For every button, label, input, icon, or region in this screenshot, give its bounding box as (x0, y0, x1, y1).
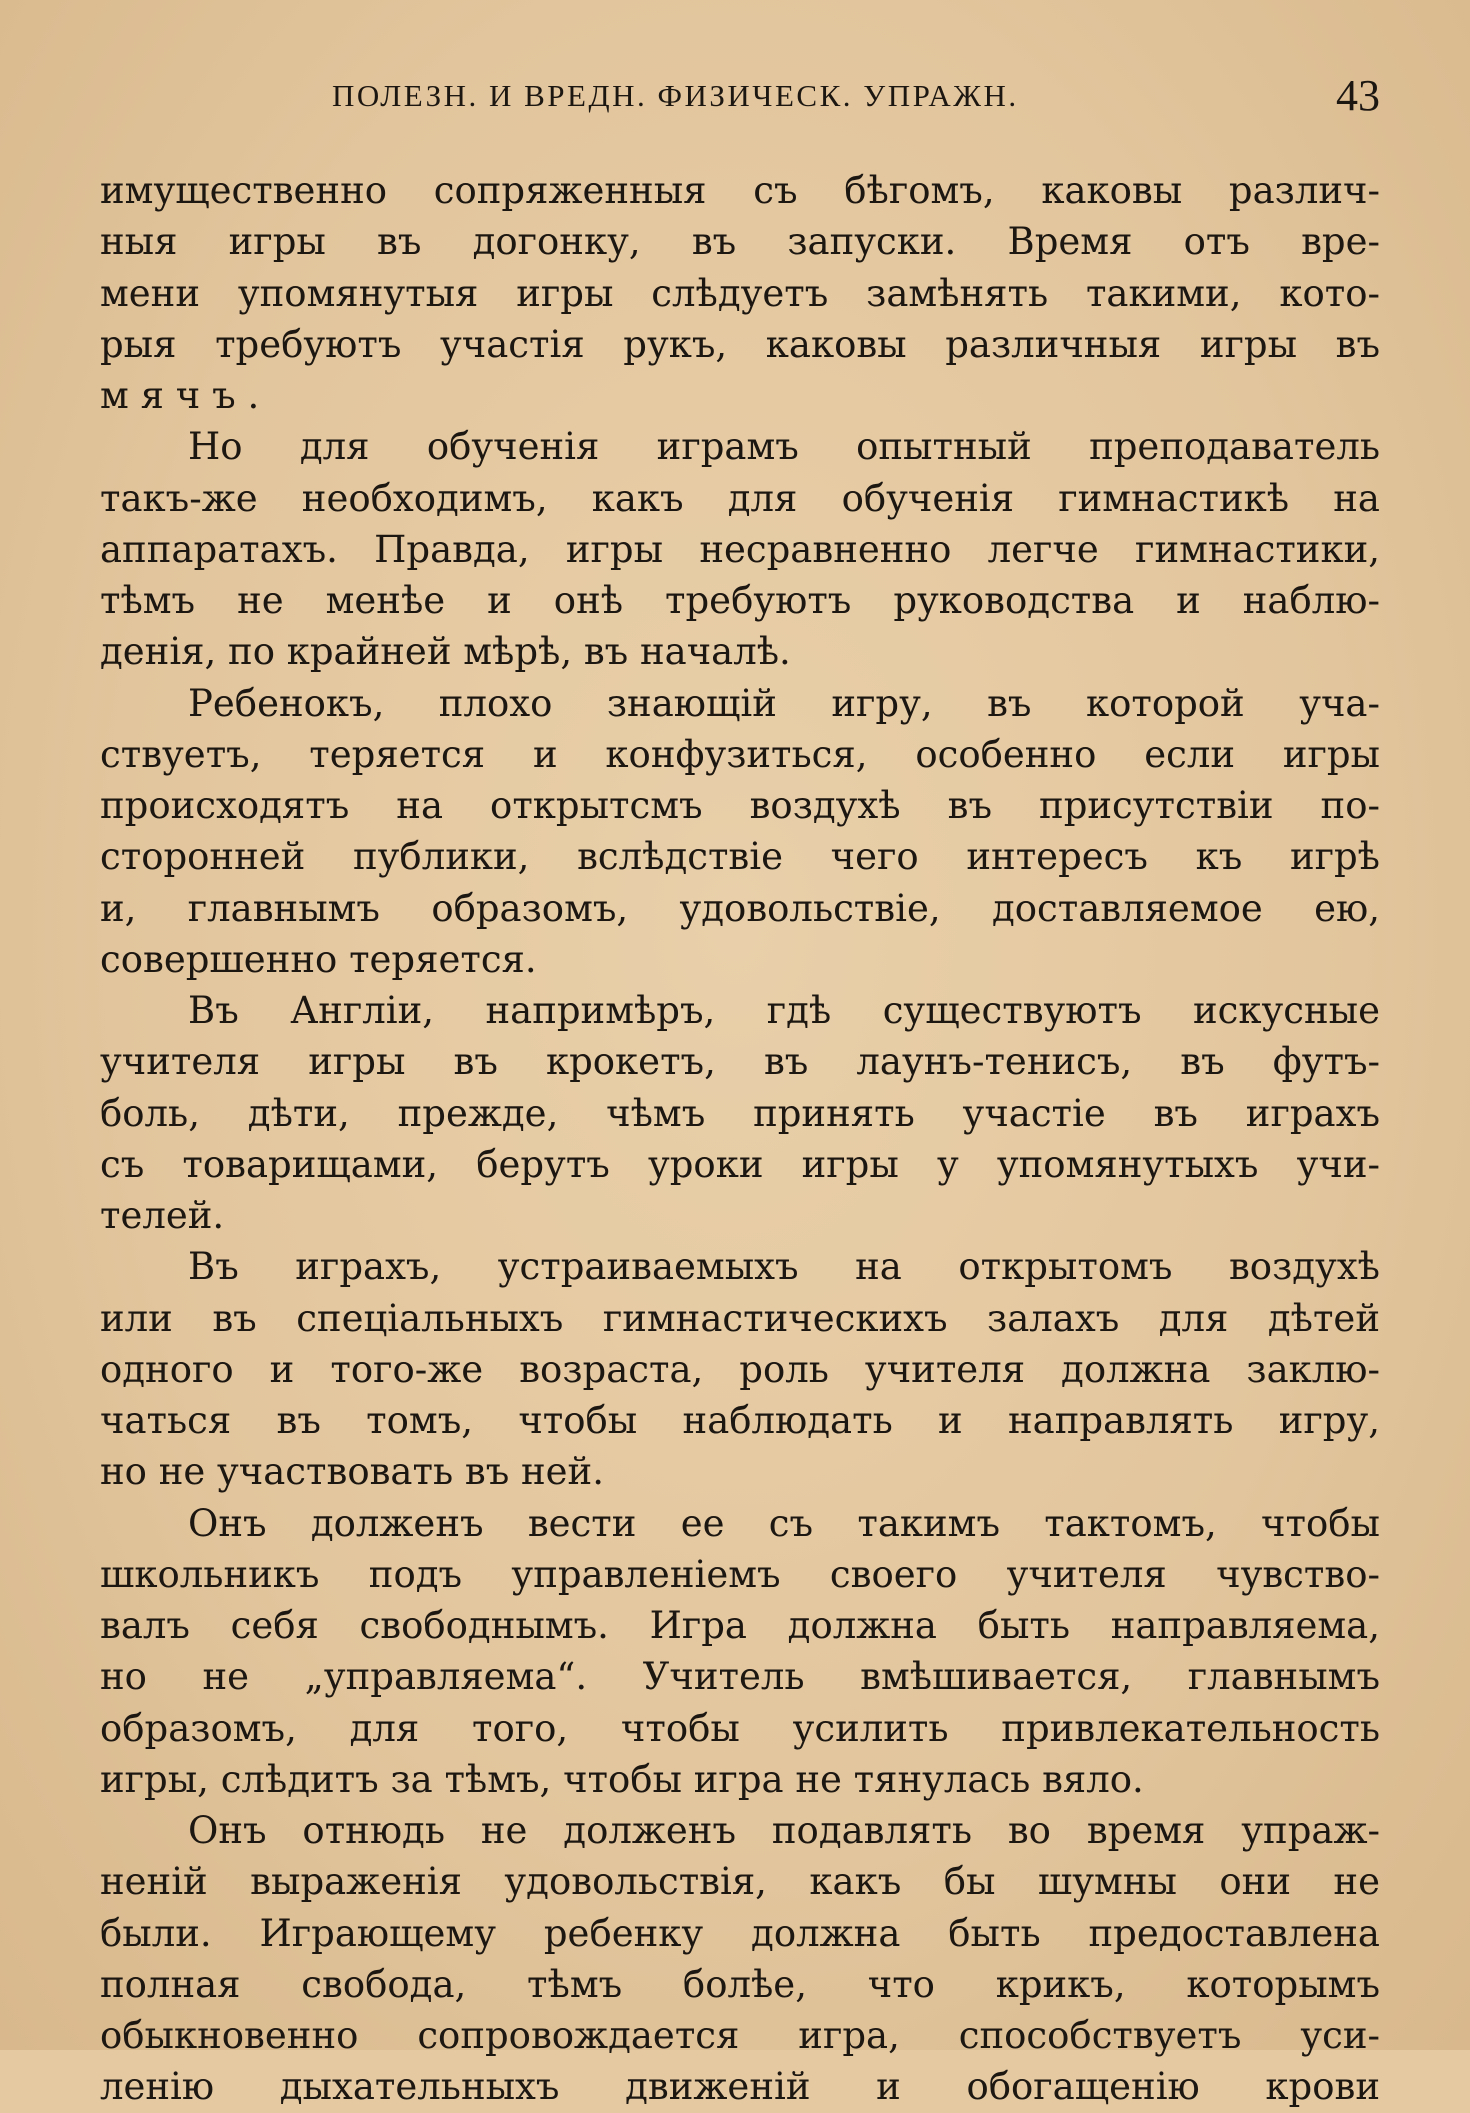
text-line: и, главнымъ образомъ, удовольствіе, доставляемое ею, (100, 886, 1380, 930)
text-line: школьникъ подъ управленіемъ своего учителя чувство- (100, 1552, 1380, 1596)
text-line: Ребенокъ, плохо знающій игру, въ которой уча- (188, 681, 1380, 725)
text-line: рыя требуютъ участія рукъ, каковы различныя игры въ (100, 322, 1380, 366)
page-number: 43 (1336, 71, 1380, 120)
text-line: валъ себя свободнымъ. Игра должна быть направляема, (100, 1604, 1380, 1647)
text-line: телей. (100, 1194, 225, 1237)
text-line: или въ спеціальныхъ гимнастическихъ залахъ для дѣтей (100, 1296, 1380, 1340)
text-line: Онъ долженъ вести ее съ такимъ тактомъ, чтобы (188, 1501, 1380, 1545)
text-line: были. Играющему ребенку должна быть предоставлена (100, 1911, 1380, 1955)
text-line: такъ-же необходимъ, какъ для обученія гимнастикѣ на (100, 476, 1380, 520)
running-title: ПОЛЕЗН. И ВРЕДН. ФИЗИЧЕСК. УПРАЖН. (332, 78, 1019, 113)
text-line: но не „управляема“. Учитель вмѣшивается, главнымъ (100, 1655, 1380, 1699)
text-line: Въ Англіи, напримѣръ, гдѣ существуютъ искусные (188, 989, 1380, 1032)
text-line: полная свобода, тѣмъ болѣе, что крикъ, которымъ (100, 1962, 1380, 2006)
text-line: чаться въ томъ, чтобы наблюдать и направлять игру, (100, 1399, 1380, 1442)
text-line: неній выраженія удовольствія, какъ бы шумны они не (100, 1860, 1380, 1904)
text-line: съ товарищами, берутъ уроки игры у упомянутыхъ учи- (100, 1142, 1380, 1186)
text-line: Въ играхъ, устраиваемыхъ на открытомъ воздухѣ (188, 1245, 1380, 1289)
text-line: боль, дѣти, прежде, чѣмъ принять участіе въ играхъ (100, 1091, 1380, 1135)
text-line: тѣмъ не менѣе и онѣ требуютъ руководства и наблю- (100, 579, 1380, 622)
text-line: Онъ отнюдь не долженъ подавлять во время упраж- (188, 1809, 1380, 1852)
text-line: но не участвовать въ ней. (100, 1450, 604, 1494)
text-line: мячъ. (100, 374, 272, 417)
page-header (100, 70, 1380, 130)
text-line: одного и того-же возраста, роль учителя должна заклю- (100, 1347, 1380, 1391)
text-line: совершенно теряется. (100, 937, 537, 981)
text-line: Но для обученія играмъ опытный преподаватель (188, 425, 1380, 469)
text-line: происходятъ на открытсмъ воздухѣ въ присутствіи по- (100, 784, 1380, 827)
text-line: аппаратахъ. Правда, игры несравненно легче гимнастики, (100, 527, 1380, 571)
text-line: игры, слѣдитъ за тѣмъ, чтобы игра не тянулась вяло. (100, 1757, 1144, 1801)
text-line: ленію дыхательныхъ движеній и обогащенію крови (100, 2065, 1380, 2109)
text-line: ныя игры въ догонку, въ запуски. Время отъ вре- (100, 220, 1380, 264)
text-line: сторонней публики, вслѣдствіе чего интересъ къ игрѣ (100, 835, 1380, 879)
text-line: ствуетъ, теряется и конфузиться, особенно если игры (100, 732, 1380, 776)
text-line: мени упомянутыя игры слѣдуетъ замѣнять такими, кото- (100, 271, 1380, 315)
text-line: денія, по крайней мѣрѣ, въ началѣ. (100, 630, 791, 674)
text-line: образомъ, для того, чтобы усилить привлекательность (100, 1706, 1380, 1750)
text-line: обыкновенно сопровождается игра, способствуетъ уси- (100, 2014, 1380, 2057)
text-line: учителя игры въ крокетъ, въ лаунъ-тенисъ, въ футъ- (100, 1040, 1380, 1084)
body-text (100, 165, 1380, 2113)
text-line: имущественно сопряженныя съ бѣгомъ, каковы различ- (100, 169, 1380, 212)
